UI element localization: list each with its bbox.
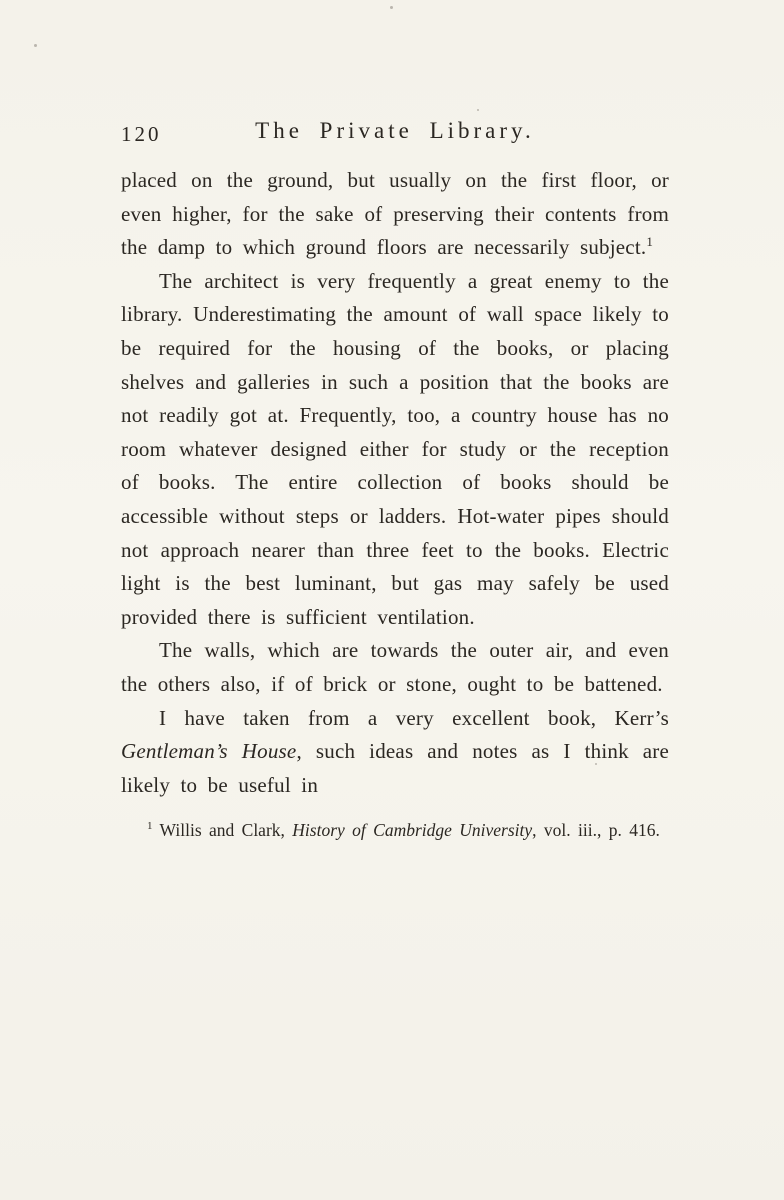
paragraph-4 — [121, 702, 669, 803]
page-title: The Private Library. — [255, 118, 535, 143]
footnote — [121, 817, 669, 844]
paragraph-1-text: placed on the ground, but usually on the first floor, or even higher, for the sake of preserving their contents from the damp to which ground floors are necessarily subject. — [121, 168, 669, 260]
paragraph-3: The walls, which are towards the outer air, and even the others also, if of brick or stone, ought to be battened. — [121, 638, 669, 696]
footnote-book-title-italic: History of Cambridge University — [292, 820, 533, 841]
body-text — [121, 164, 669, 802]
footnote-text — [121, 817, 669, 844]
footnote-citation-pre: Willis and Clark, — [152, 820, 293, 841]
book-title-italic: Gentleman’s House — [121, 739, 297, 764]
footnote-marker: 1 — [147, 820, 153, 833]
scan-speck — [390, 6, 393, 9]
running-head — [121, 118, 669, 154]
footnote-reference: 1 — [646, 234, 654, 250]
footnote-citation-post: , vol. iii., p. 416. — [532, 820, 660, 841]
text-block — [121, 164, 669, 844]
paragraph-2: The architect is very frequently a great enemy to the library. Underestimating the amount of wall space likely to be required for the housing of the books, or placing shelves and galleries in such a position that the books are not readily got at. Frequently, too, a country house has no room whatever designed either for study or the reception of books. The entire collection of books should be accessible without steps or ladders. Hot-water pipes should not approach nearer than three feet to the books. Electric light is the best luminant, but gas may safely be used provided there is sufficient ventilation. — [121, 268, 669, 629]
paragraph-1 — [121, 164, 669, 265]
scan-speck — [34, 44, 37, 47]
page-number: 120 — [121, 122, 162, 146]
scan-speck — [477, 109, 479, 111]
paragraph-4-text-post: , such ideas and notes as I think are likely to be useful in — [121, 739, 669, 797]
paragraph-4-text-pre: I have taken from a very excellent book, Kerr’s — [159, 705, 669, 730]
